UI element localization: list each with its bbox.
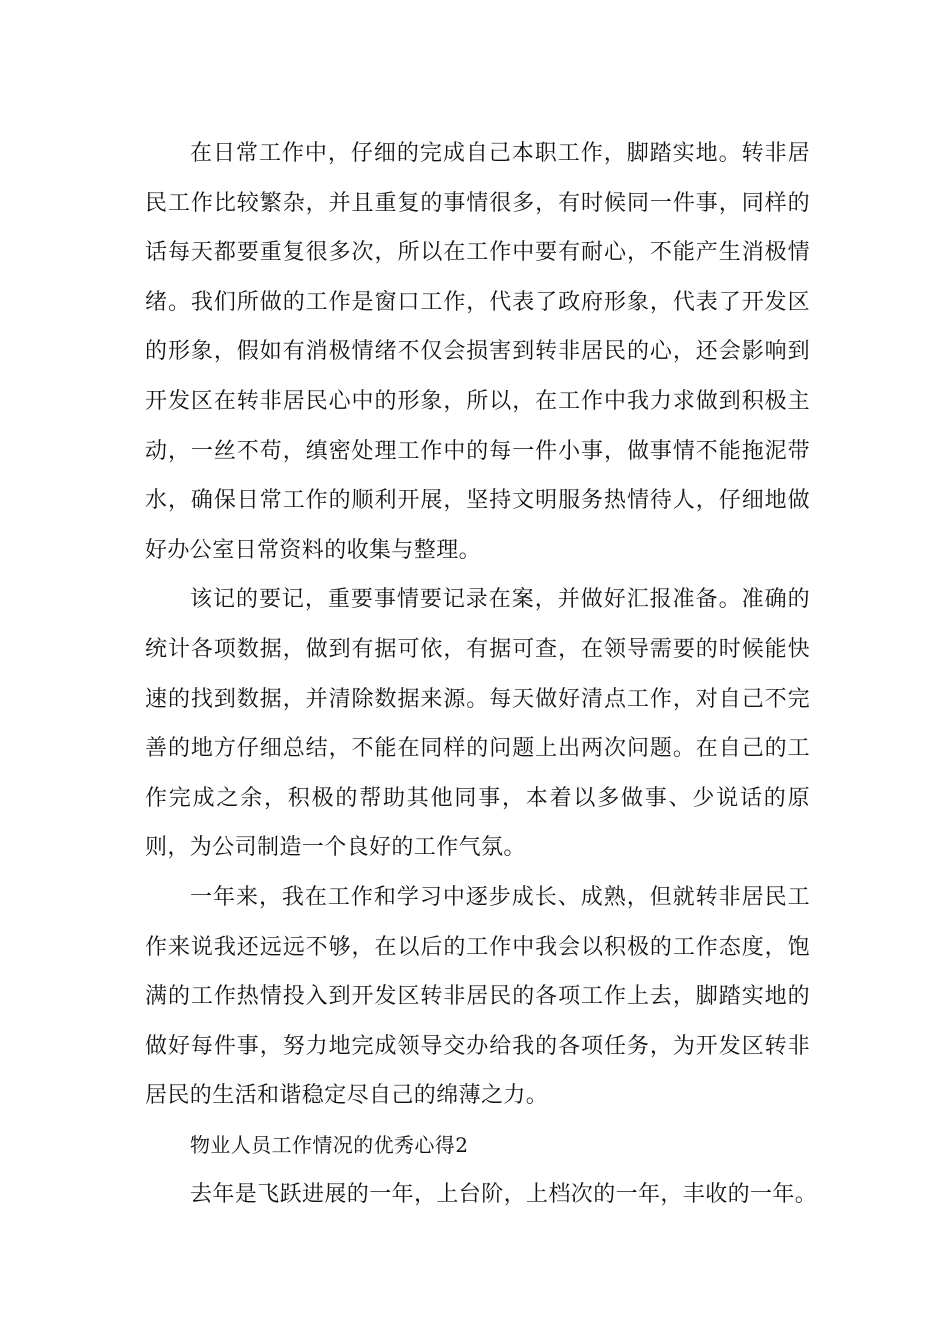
paragraph-1: 在日常工作中，仔细的完成自己本职工作，脚踏实地。转非居民工作比较繁杂，并且重复的事情很多，有时候同一件事，同样的话每天都要重复很多次，所以在工作中要有耐心，不能产生消极情绪。我们所做的工作是窗口工作，代表了政府形象，代表了开发区的形象，假如有消极情绪不仅会损害到转非居民的心，还会影响到开发区在转非居民心中的形象，所以，在工作中我力求做到积极主动，一丝不苟，缜密处理工作中的每一件小事，做事情不能拖泥带水，确保日常工作的顺利开展，坚持文明服务热情待人，仔细地做好办公室日常资料的收集与整理。 [145,141,810,563]
section-heading: 物业人员工作情况的优秀心得2 [190,1132,469,1157]
paragraph-2: 该记的要记，重要事情要记录在案，并做好汇报准备。准确的统计各项数据，做到有据可依，有据可查，在领导需要的时候能快速的找到数据，并清除数据来源。每天做好清点工作，对自己不完善的地方仔细总结，不能在同样的问题上出两次问题。在自己的工作完成之余，积极的帮助其他同事，本着以多做事、少说话的原则，为公司制造一个良好的工作气氛。 [145,587,810,861]
document-body [145,129,818,1220]
paragraph-3: 一年来，我在工作和学习中逐步成长、成熟，但就转非居民工作来说我还远远不够，在以后的工作中我会以积极的工作态度，饱满的工作热情投入到开发区转非居民的各项工作上去，脚踏实地的做好每件事，努力地完成领导交办给我的各项任务，为开发区转非居民的生活和谐稳定尽自己的绵薄之力。 [145,884,810,1109]
paragraph-4: 去年是飞跃进展的一年，上台阶，上档次的一年，丰收的一年。 [190,1182,818,1208]
